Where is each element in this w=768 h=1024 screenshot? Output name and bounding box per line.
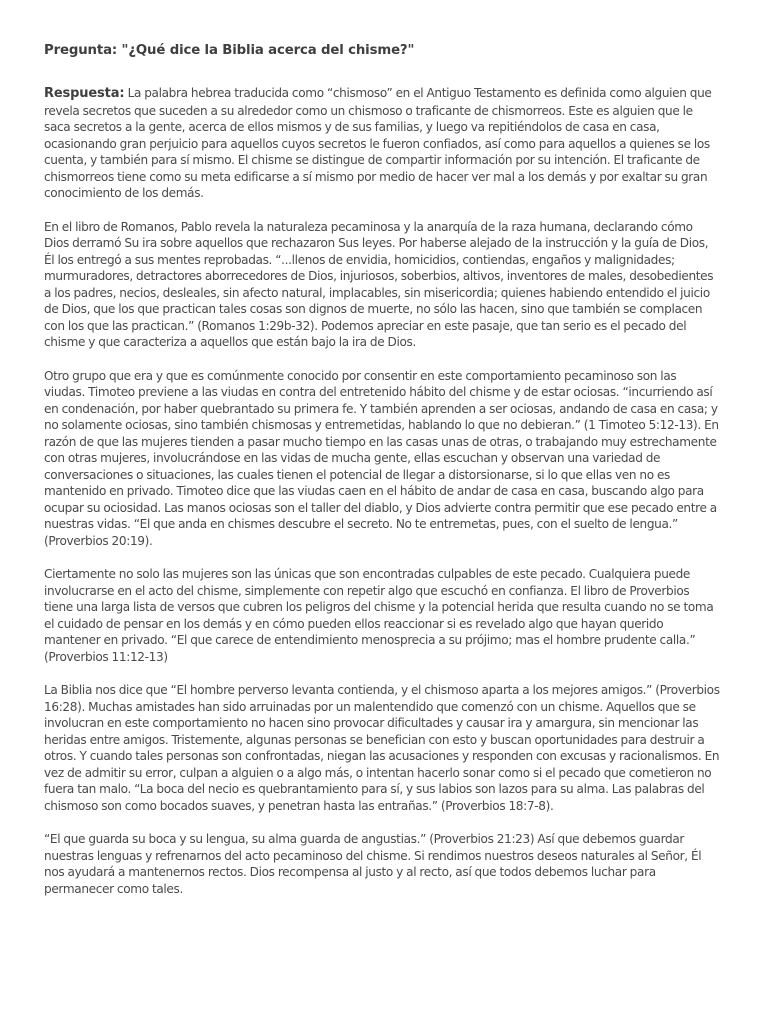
answer-text: La palabra hebrea traducida como “chismoso” en el Antiguo Testamento es definida como alguien que revela secretos que suceden a su alrededor como un chismoso o traficante de chismorreos. Este es alguien que le saca secretos a la gente, acerca de ellos mismos y de sus familias, y luego va repitiéndolos de casa en casa, ocasionando gran perjuicio para aquellos cuyos secretos le fueron confiados, así como para aquellos a quienes se los cuenta, y también para sí mismo. El chisme se distingue de compartir información por su intención. El traficante de chismorreos tiene como su meta edificarse a sí mismo por medio de hacer ver mal a los demás y por exaltar su gran conocimiento de los demás. [44, 86, 712, 200]
question-heading: Pregunta: "¿Qué dice la Biblia acerca del chisme?" [44, 43, 415, 58]
answer-label: Respuesta: [44, 86, 125, 101]
answer-paragraph [44, 85, 720, 202]
romans-paragraph: En el libro de Romanos, Pablo revela la naturaleza pecaminosa y la anarquía de la raza humana, declarando cómo Dios derramó Su ira sobre aquellos que rechazaron Sus leyes. Por haberse alejado de la instrucción y la guía de Dios, Él los entregó a sus mentes reprobadas. “...llenos de envidia, homicidios, contiendas, engaños y malignidades; murmuradores, detractores aborrecedores de Dios, injuriosos, soberbios, altivos, inventores de males, desobedientes a los padres, necios, desleales, sin afecto natural, implacables, sin misericordia; quienes habiendo entendido el juicio de Dios, que los que practican tales cosas son dignos de muerte, no sólo las hacen, sino que también se complacen con los que las practican.” (Romanos 1:29b-32). Podemos apreciar en este pasaje, que tan serio es el pecado del chisme y que caracteriza a aquellos que están bajo la ira de Dios. [44, 219, 714, 349]
proverbs-paragraph: Ciertamente no solo las mujeres son las únicas que son encontradas culpables de este pecado. Cualquiera puede involucrarse en el acto del chisme, simplemente con repetir algo que escuchó en confianza. El libro de Proverbios tiene una larga lista de versos que cubren los peligros del chisme y la potencial herida que resulta cuando no se toma el cuidado de pensar en los demás y en cómo pueden ellos reaccionar si es revelado algo que hayan querido mantener en privado. “El que carece de entendimiento menosprecia a su prójimo; mas el hombre prudente calla.” (Proverbios 11:12-13) [44, 567, 714, 664]
conclusion-paragraph: “El que guarda su boca y su lengua, su alma guarda de angustias.” (Proverbios 21:23) Así que debemos guardar nuestras lenguas y refrenarnos del acto pecaminoso del chisme. Si rendimos nuestros deseos naturales al Señor, Él nos ayudará a mantenernos rectos. Dios recompensa al justo y al recto, así que todos debemos luchar para permanecer como tales. [44, 832, 702, 896]
widows-paragraph: Otro grupo que era y que es comúnmente conocido por consentir en este comportamiento pecaminoso son las viudas. Timoteo previene a las viudas en contra del entretenido hábito del chisme y de estar ociosas. “incurriendo así en condenación, por haber quebrantado su primera fe. Y también aprenden a ser ociosas, andando de casa en casa; y no solamente ociosas, sino también chismosas y entremetidas, hablando lo que no debieran.” (1 Timoteo 5:12-13). En razón de que las mujeres tienden a pasar mucho tiempo en las casas unas de otras, o trabajando muy estrechamente con otras mujeres, involucrándose en las vidas de mucha gente, ellas escuchan y observan una variedad de conversaciones o situaciones, las cuales tienen el potencial de llegar a distorsionarse, si lo que ellas ven no es mantenido en privado. Timoteo dice que las viudas caen en el hábito de andar de casa en casa, buscando algo para ocupar su ociosidad. Las manos ociosas son el taller del diablo, y Dios advierte contra permitir que ese pecado entre a nuestras vidas. “El que anda en chismes descubre el secreto. No te entremetas, pues, con el suelto de lengua.” (Proverbios 20:19). [44, 368, 719, 548]
friendship-paragraph: La Biblia nos dice que “El hombre perverso levanta contienda, y el chismoso aparta a los mejores amigos.” (Proverbios 16:28). Muchas amistades han sido arruinadas por un malentendido que comenzó con un chisme. Aquellos que se involucran en este comportamiento no hacen sino provocar dificultades y causar ira y amargura, sin mencionar las heridas entre amigos. Tristemente, algunas personas se benefician con esto y buscan oportunidades para destruir a otros. Y cuando tales personas son confrontadas, niegan las acusaciones y responden con excusas y racionalismos. En vez de admitir su error, culpan a alguien o a algo más, o intentan hacerlo sonar como si el pecado que cometieron no fuera tan malo. “La boca del necio es quebrantamiento para sí, y sus labios son lazos para su alma. Las palabras del chismoso son como bocados suaves, y penetran hasta las entrañas.” (Proverbios 18:7-8). [44, 683, 720, 813]
